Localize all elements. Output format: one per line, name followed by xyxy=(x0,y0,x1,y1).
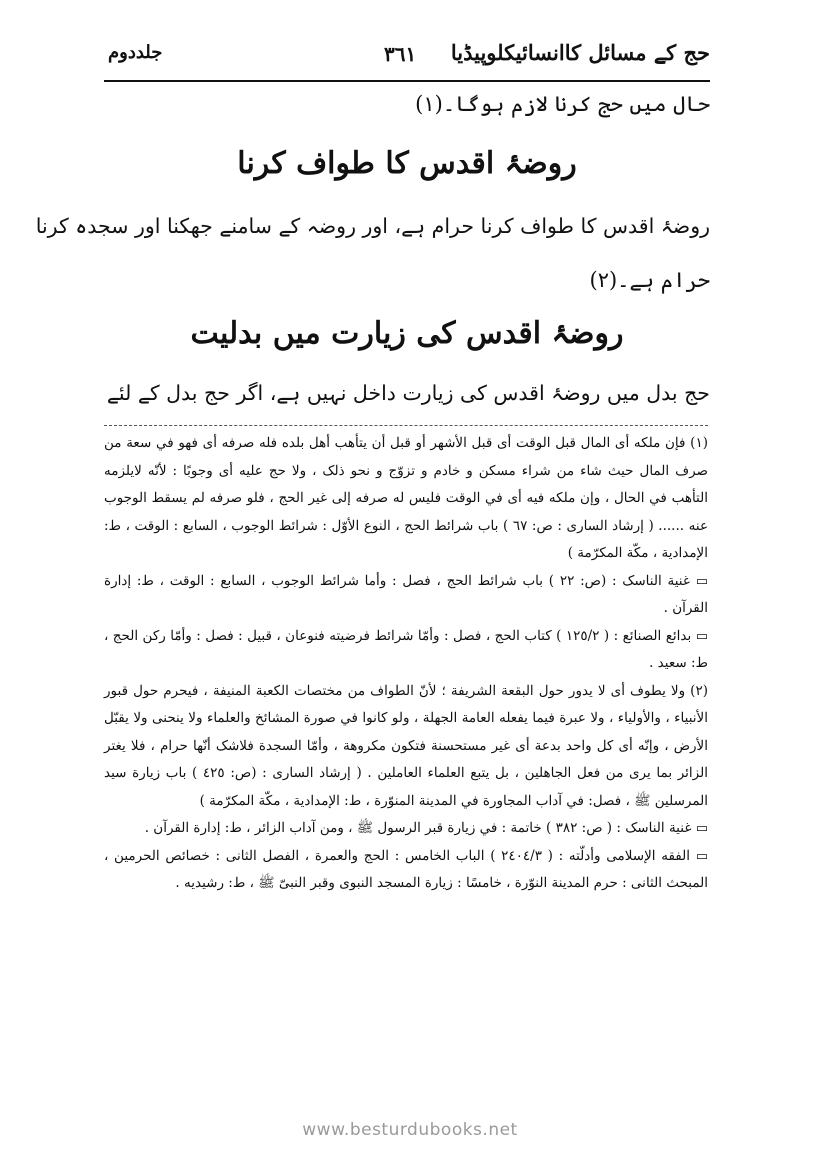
footnote-separator xyxy=(104,425,708,426)
footnote-ref-text: الفقه الإسلامى وأدلّته : ( ٢٤٠٤/٣ ) الباب الخامس : الحج والعمرة ، الفصل الثانى : خصائص الحرمين ، المبحث الثانى : حرم المدينة النوّرة ، خامسًا : زيارة المسجد النبوى وقبر النبىّ ﷺ ، ط: رشيديه . xyxy=(104,847,708,891)
paragraph-tawaf-line-1: روضۂ اقدس کا طواف کرنا حرام ہے، اور روضہ کے سامنے جھکنا اور سجدہ کرنا xyxy=(35,214,710,238)
book-title: حج کے مسائل کاانسائیکلوپیڈیا xyxy=(450,40,710,65)
footnote-ref xyxy=(104,623,708,678)
footnote-ref xyxy=(104,568,708,623)
book-icon: ▭ xyxy=(695,628,709,644)
paragraph-tawaf-line-2: حرام ہے۔(۲) xyxy=(589,268,710,292)
footnote-ref-text: غنية الناسک : ( ص: ٣٨٢ ) خاتمة : في زيارة قبر الرسول ﷺ ، ومن آداب الزائر ، ط: إدارة القرآن . xyxy=(144,820,692,836)
footnote-ref xyxy=(104,843,708,898)
footnote-2: (٢) ولا يطوف أى لا يدور حول البقعة الشريفة ؛ لأنّ الطواف من مختصات الكعبة المنيفة ، فيحرم حول قبور الأنبياء ، والأولياء ، ولا عبرة فيما يفعله العامة الجهلة ، ولو كانوا في صورة المشائخ والعلماء ولا ينحنى ولا يقبّل الأرض ، وإنّه أى كل واحد بدعة أى غير مستحسنة فتكون مكروهة ، وأمّا السجدة فلاشک أنّها حرام ، فلا يغتر الزائر بما يرى من فعل الجاهلين ، بل يتبع العلماء العاملين . ( إرشاد السارى : (ص: ٤٢٥ ) باب زيارة سيد المرسلين ﷺ ، فصل: في آداب المجاورة في المدينة المنوّرة ، ط: الإمدادية ، مكّة المكرّمة ) xyxy=(104,682,708,809)
section-heading-ziyarat: روضۂ اقدس کی زیارت میں بدلیت xyxy=(190,316,624,351)
footnote-ref-text: غنية الناسک : (ص: ٢٢ ) باب شرائط الحج ، فصل : وأما شرائط الوجوب ، السابع : الوقت ، ط: إدارة القرآن . xyxy=(104,572,708,616)
header-rule xyxy=(104,80,710,82)
section-heading-tawaf: روضۂ اقدس کا طواف کرنا xyxy=(237,146,577,181)
volume-label: جلددوم xyxy=(108,42,163,63)
footnote-1: (١) فإن ملكه أى المال قبل الوقت أى قبل الأشهر أو قبل أن يتأهب أهل بلده فله صرفه أى فهو في سعة من صرف المال حيث شاء من شراء مسكن و خادم و تزوّج و نحو ذلک ، ولا حج عليه أى وجوبًا : لأنّه لايلزمه التأهب في الحال ، وإن ملكه فيه أى في الوقت فليس له صرفه إلى غير الحج ، فلو صرفه لم يسقط الوجوب عنه ...... ( إرشاد السارى : ص: ٦٧ ) باب شرائط الحج ، النوع الأوّل : شرائط الوجوب ، السابع : الوقت ، ط: الإمدادية ، مكّة المكرّمة ) xyxy=(104,435,708,561)
footnote-ref xyxy=(104,815,708,843)
footnotes xyxy=(104,430,708,898)
page-number: ۳٦۱ xyxy=(384,42,417,66)
book-icon: ▭ xyxy=(695,573,708,589)
running-header xyxy=(104,40,710,80)
book-icon: ▭ xyxy=(695,848,708,864)
paragraph-ziyarat-line-1: حج بدل میں روضۂ اقدس کی زیارت داخل نہیں ہے، اگر حج بدل کے لئے xyxy=(106,381,710,405)
footnote-ref-text: بدائع الصنائع : ( ١٢٥/٢ ) كتاب الحج ، فصل : وأمّا شرائط فرضيته فنوعان ، قبيل : فصل : وأمّا ركن الحج ، ط: سعيد . xyxy=(104,627,708,671)
body-line-1: حال میں حج کرنا لازم ہوگا۔(۱) xyxy=(415,92,710,116)
website-watermark: www.besturdubooks.net xyxy=(302,1120,518,1140)
book-icon: ▭ xyxy=(695,821,708,836)
